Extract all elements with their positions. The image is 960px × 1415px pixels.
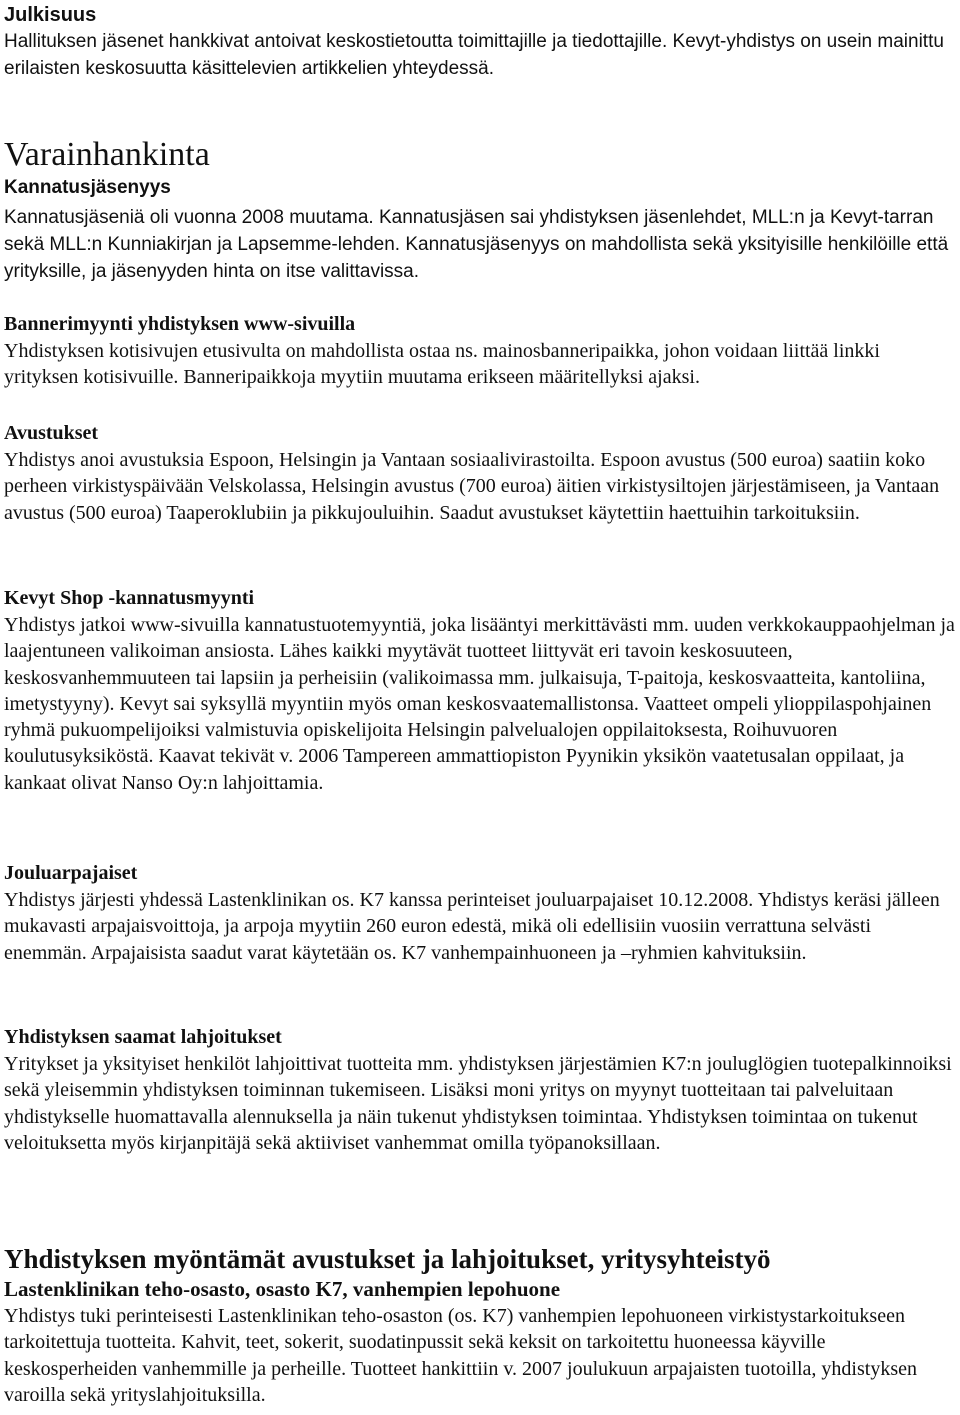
section-jouluarpajaiset bbox=[4, 860, 956, 966]
text-kevyt-shop: Yhdistys jatkoi www-sivuilla kannatustuotemyyntiä, joka lisääntyi merkittävästi mm. uuden verkkokauppaohjelman ja laajentuneen valikoiman ansiosta. Lähes kaikki myytävät tuotteet liittyvät eri tavoin keskosuuteen, keskosvanhemmuuteen tai lapsiin ja perheisiin (valikoimassa mm. julkaisuja, T-paitoja, keskosvaatteita, kantoliina, imetystyyny). Kevyt sai syksyllä myyntiin myös oman keskosvaatemallistonsa. Vaatteet ompeli ylioppilaspohjainen ryhmä pukuompelijoiksi valmistuvia opiskelijoita Helsingin palvelualojen oppilaitoksesta, Roihuvuoren koulutusyksiköstä. Kaavat tekivät v. 2006 Tampereen ammattiopiston Pyynikin yksikön vaatetusalan oppilaat, ja kankaat olivat Nanso Oy:n lahjoittamia. bbox=[4, 614, 955, 794]
text-lastenklinikka: Yhdistys tuki perinteisesti Lastenklinikan teho-osaston (os. K7) vanhempien lepohuoneen virkistystarkoitukseen tarkoitettuja tuotteita. Kahvit, teet, sokerit, suodatinpussit sekä keksit on tarkoitettu huoneessa käyville keskosperheiden vanhemmille ja perheille. Tuotteet hankittiin v. 2007 joulukuun arpajaisten tuotoilla, yhdistyksen varoilla sekä yrityslahjoituksilla. bbox=[4, 1305, 917, 1406]
heading-kannatusjasenyys: Kannatusjäsenyys bbox=[4, 177, 171, 198]
text-avustukset: Yhdistys anoi avustuksia Espoon, Helsingin ja Vantaan sosiaalivirastoilta. Espoon avustus (500 euroa) saatiin koko perheen virkistyspäivään Velskolassa, Helsingin avustus (700 euroa) äitien virkistysiltojen järjestämiseen, ja Vantaan avustus (500 euroa) Taaperoklubiin ja pikkujouluihin. Saadut avustukset käytettiin haettuihin tarkoituksiin. bbox=[4, 449, 940, 524]
heading-varainhankinta: Varainhankinta bbox=[4, 136, 210, 173]
heading-kevyt-shop: Kevyt Shop -kannatusmyynti bbox=[4, 587, 255, 609]
text-jouluarpajaiset: Yhdistys järjesti yhdessä Lastenklinikan os. K7 kanssa perinteiset jouluarpajaiset 10.12.2008. Yhdistys keräsi jälleen mukavasti arpajaisvoittoja, ja arpoja myytiin 260 euron edestä, mikä oli edellisiin vuosiin verrattuna selvästi enemmän. Arpajaisista saadut varat käytetään os. K7 vanhempainhuoneen ja –ryhmien kahvituksiin. bbox=[4, 889, 940, 964]
section-lastenklinikka bbox=[4, 1276, 956, 1408]
heading-bannerimyynti: Bannerimyynti yhdistyksen www-sivuilla bbox=[4, 313, 356, 335]
section-kevyt-shop bbox=[4, 585, 956, 796]
heading-julkisuus: Julkisuus bbox=[4, 4, 97, 26]
text-julkisuus: Hallituksen jäsenet hankkivat antoivat keskostietoutta toimittajille ja tiedottajille. Kevyt-yhdistys on usein mainittu erilaisten keskosuutta käsittelevien artikkelien yhteydessä. bbox=[4, 31, 944, 79]
heading-lastenklinikka: Lastenklinikan teho-osasto, osasto K7, vanhempien lepohuone bbox=[4, 1277, 561, 1301]
text-kannatusjasenyys: Kannatusjäseniä oli vuonna 2008 muutama. Kannatusjäsen sai yhdistyksen jäsenlehdet, MLL:n ja Kevyt-tarran sekä MLL:n Kunniakirjan ja Lapsemme-lehden. Kannatusjäsenyys on mahdollista sekä yksityisille henkilöille että yrityksille, ja jäsenyyden hinta on itse valittavissa. bbox=[4, 207, 949, 282]
section-lahjoitukset bbox=[4, 1024, 956, 1156]
section-kannatusjasenyys bbox=[4, 175, 956, 285]
heading-myontamat: Yhdistyksen myöntämät avustukset ja lahjoitukset, yritysyhteistyö bbox=[4, 1244, 771, 1274]
section-julkisuus bbox=[4, 2, 956, 82]
heading-jouluarpajaiset: Jouluarpajaiset bbox=[4, 862, 138, 884]
section-bannerimyynti bbox=[4, 311, 956, 391]
heading-lahjoitukset: Yhdistyksen saamat lahjoitukset bbox=[4, 1026, 282, 1048]
heading-avustukset: Avustukset bbox=[4, 422, 99, 444]
text-lahjoitukset: Yritykset ja yksityiset henkilöt lahjoittivat tuotteita mm. yhdistyksen järjestämien K7:n jouluglögien tuotepalkinnoiksi sekä yleisemmin yhdistyksen toiminnan tukemiseen. Lisäksi moni yritys on myynyt tuotteitaan tai palveluitaan yhdistykselle huomattavalla alennuksella ja näin tukenut yhdistyksen toimintaa. Yhdistyksen toimintaa on tukenut veloituksetta myös kirjanpitäjä sekä aktiiviset vanhemmat omilla työpanoksillaan. bbox=[4, 1053, 952, 1154]
text-bannerimyynti: Yhdistyksen kotisivujen etusivulta on mahdollista ostaa ns. mainosbanneripaikka, johon voidaan liittää linkki yrityksen kotisivuille. Banneripaikkoja myytiin muutama erikseen määritellyksi ajaksi. bbox=[4, 340, 880, 389]
section-avustukset bbox=[4, 420, 956, 526]
